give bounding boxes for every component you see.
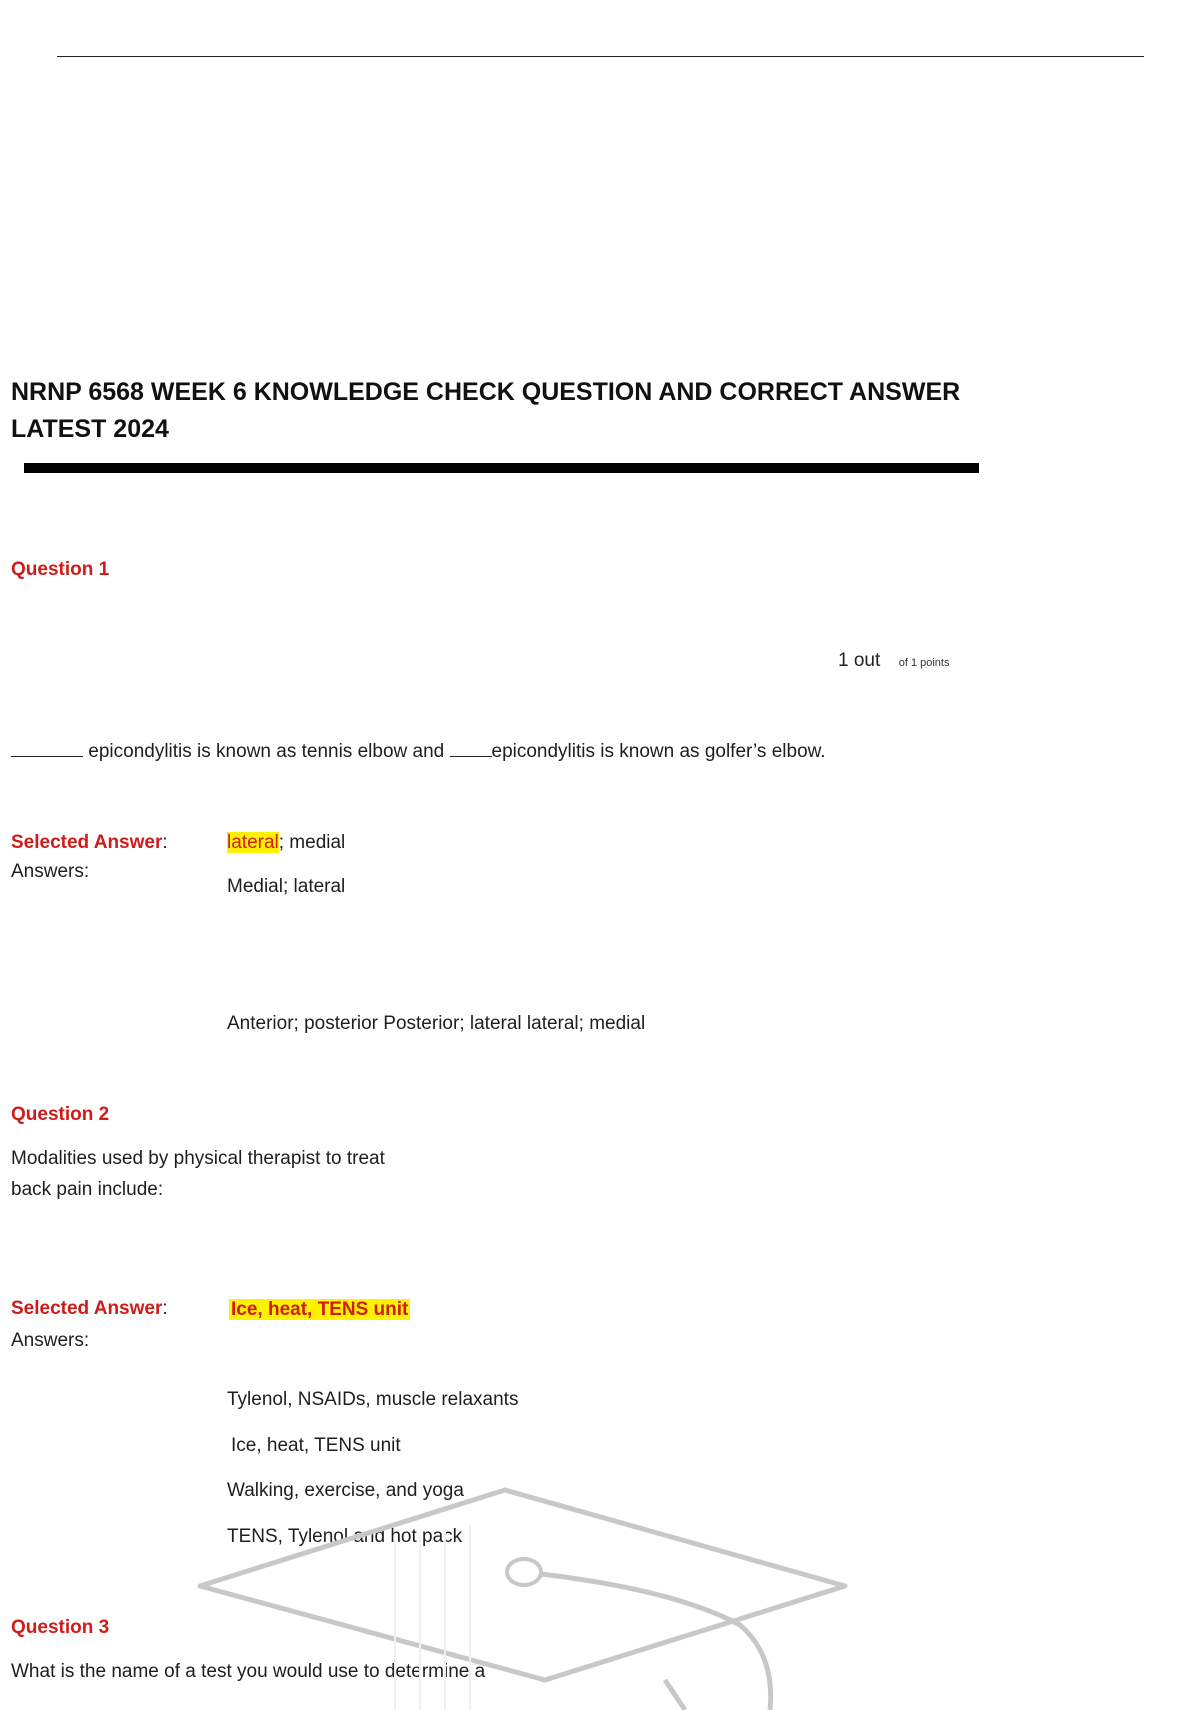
answer-blank xyxy=(450,738,492,757)
answers-label: Answers: xyxy=(11,1330,90,1351)
question-2-text-line1: Modalities used by physical therapist to treat xyxy=(11,1148,385,1169)
answer-option: Medial; lateral xyxy=(227,876,346,897)
question-1-selected-answer: lateral; medial xyxy=(227,832,346,853)
answer-option: Tylenol, NSAIDs, muscle relaxants xyxy=(227,1389,519,1410)
question-3-label: Question 3 xyxy=(11,1617,110,1638)
document-title: NRNP 6568 WEEK 6 KNOWLEDGE CHECK QUESTION AND CORRECT ANSWER LATEST 2024 xyxy=(11,378,961,443)
selected-answer-label: Selected Answer: xyxy=(11,832,168,853)
question-1-label: Question 1 xyxy=(11,559,110,580)
question-2-text-line2: back pain include: xyxy=(11,1179,164,1200)
header-rule xyxy=(57,56,1144,57)
question-1-text-part2: epicondylitis is known as golfer’s elbow. xyxy=(491,741,826,762)
selected-answer-highlight: Ice, heat, TENS unit xyxy=(231,1299,409,1320)
question-1-score xyxy=(838,650,949,672)
score-small: of 1 points xyxy=(898,657,950,669)
title-divider xyxy=(24,463,979,473)
answers-label: Answers: xyxy=(11,861,90,882)
answer-option: Anterior; posterior Posterior; lateral lateral; medial xyxy=(227,1013,646,1034)
answer-option: Ice, heat, TENS unit xyxy=(231,1435,401,1456)
score-main: 1 out xyxy=(838,650,881,671)
answer-option: Walking, exercise, and yoga xyxy=(227,1480,464,1501)
question-2-selected-answer xyxy=(229,1295,410,1325)
question-1-text-part1: epicondylitis is known as tennis elbow and xyxy=(88,741,445,762)
answer-blank xyxy=(11,738,83,757)
question-1-text xyxy=(11,737,826,767)
answer-option: TENS, Tylenol and hot pack xyxy=(227,1526,463,1547)
question-3-text-line1: What is the name of a test you would use to determine a xyxy=(11,1661,486,1682)
selected-answer-highlight: lateral xyxy=(227,832,279,853)
question-2-label: Question 2 xyxy=(11,1104,110,1125)
selected-answer-label: Selected Answer: xyxy=(11,1298,168,1319)
